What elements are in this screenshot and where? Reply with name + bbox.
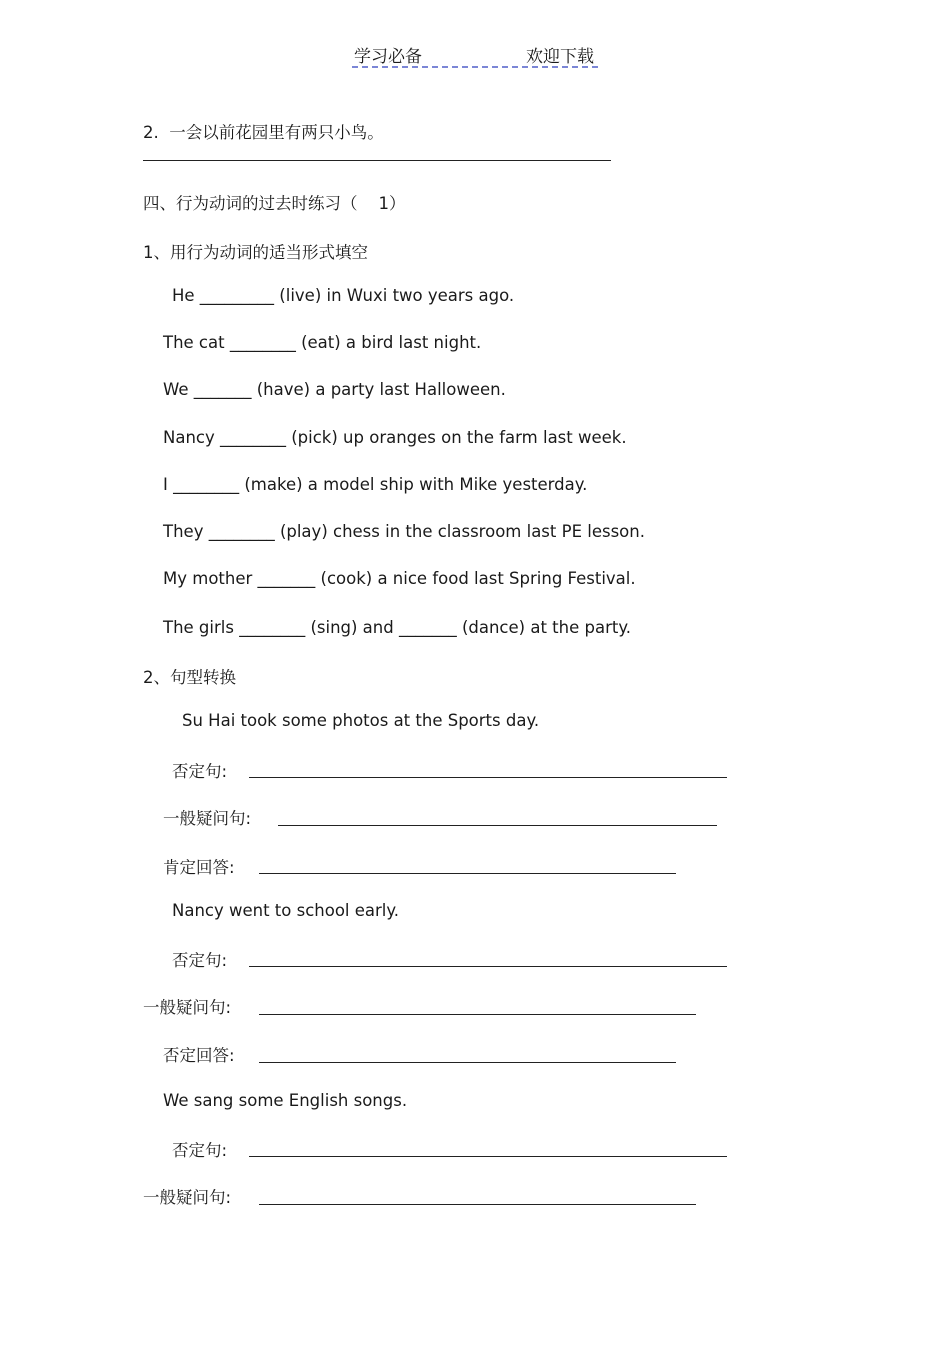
negative-label: 否定句: [172, 951, 228, 970]
negative-label: 否定句: [172, 762, 228, 781]
transform-sentence-2: Nancy went to school early. [172, 901, 400, 920]
answer-line [249, 966, 727, 967]
negative-answer-label: 否定回答: [163, 1046, 235, 1065]
answer-line [259, 873, 676, 874]
fill-in-item-2: The cat ________ (eat) a bird last night. [163, 333, 482, 352]
part1-title: 1、用行为动词的适当形式填空 [143, 243, 368, 262]
answer-line [259, 1204, 696, 1205]
answer-line [259, 1014, 696, 1015]
negative-label: 否定句: [172, 1141, 228, 1160]
section-title: 四、行为动词的过去时练习（ 1） [143, 194, 406, 213]
answer-line [249, 1156, 727, 1157]
fill-in-item-4: Nancy ________ (pick) up oranges on the farm last week. [163, 428, 627, 447]
answer-line [249, 777, 727, 778]
transform-sentence-1: Su Hai took some photos at the Sports day. [182, 711, 540, 730]
fill-in-item-7: My mother _______ (cook) a nice food last Spring Festival. [163, 569, 636, 588]
answer-line [143, 160, 611, 161]
header-right-text: 欢迎下载 [526, 47, 594, 67]
question-label: 一般疑问句: [163, 809, 252, 828]
question-label: 一般疑问句: [143, 1188, 232, 1207]
fill-in-item-6: They ________ (play) chess in the classroom last PE lesson. [163, 522, 645, 541]
fill-in-item-1: He _________ (live) in Wuxi two years ago. [172, 286, 515, 305]
answer-line [259, 1062, 676, 1063]
header-left-text: 学习必备 [354, 47, 422, 67]
affirmative-answer-label: 肯定回答: [163, 858, 235, 877]
fill-in-item-5: I ________ (make) a model ship with Mike yesterday. [163, 475, 588, 494]
transform-sentence-3: We sang some English songs. [163, 1091, 408, 1110]
page-header [352, 40, 598, 68]
previous-item-text: 2. 一会以前花园里有两只小鸟。 [143, 123, 384, 142]
fill-in-item-3: We _______ (have) a party last Halloween. [163, 380, 506, 399]
question-label: 一般疑问句: [143, 998, 232, 1017]
fill-in-item-8: The girls ________ (sing) and _______ (dance) at the party. [163, 618, 631, 637]
part2-title: 2、句型转换 [143, 668, 236, 687]
answer-line [278, 825, 717, 826]
